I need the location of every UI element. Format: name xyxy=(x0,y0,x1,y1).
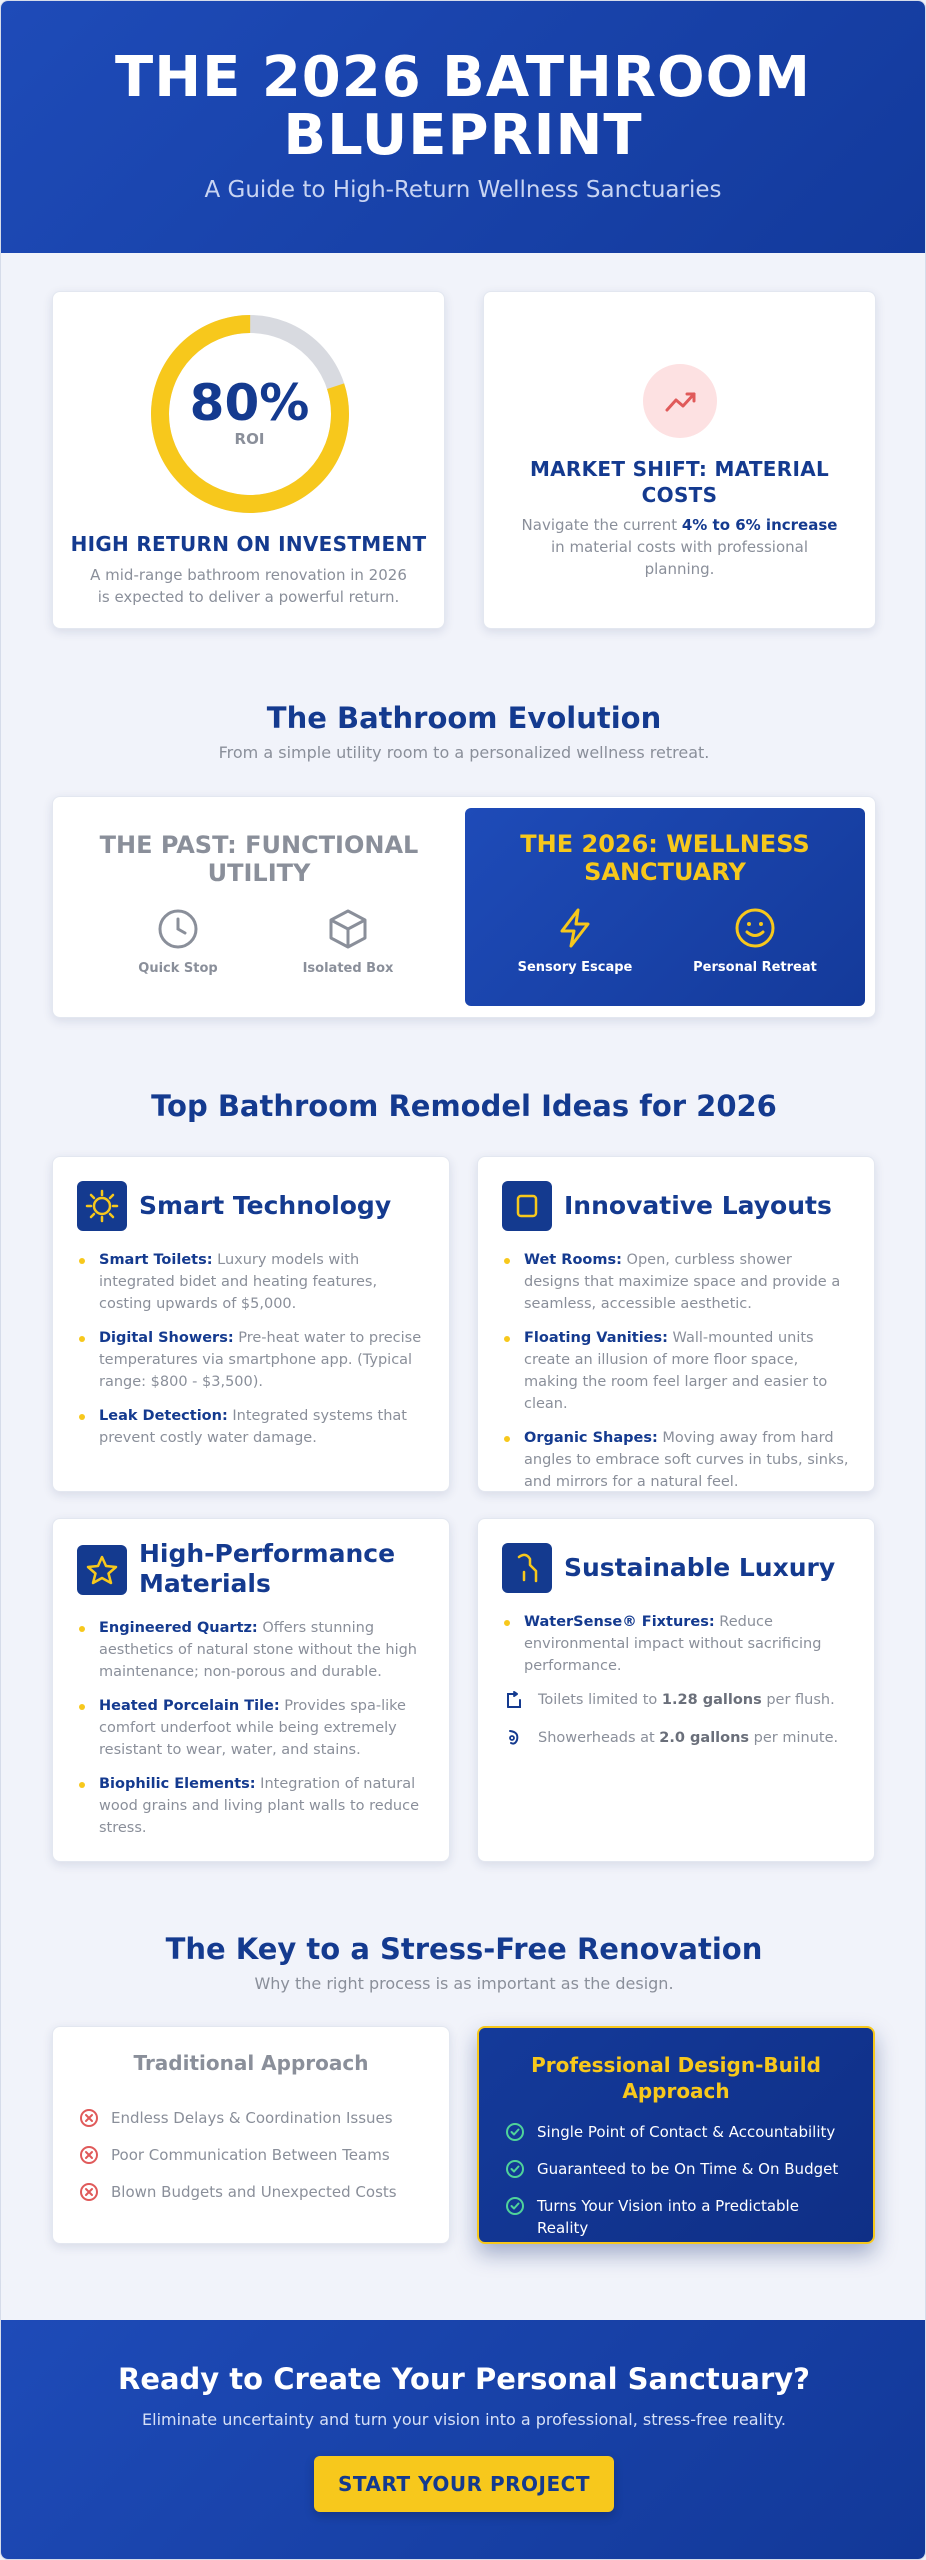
idea-card-smart-technology xyxy=(52,1156,450,1492)
idea-list xyxy=(77,1249,425,1461)
list-item xyxy=(77,1695,425,1761)
list-item xyxy=(502,1327,850,1415)
item-label: Biophilic Elements: xyxy=(99,1776,256,1792)
past-heading: THE PAST: FUNCTIONAL UTILITY xyxy=(99,831,419,887)
roi-value: 80% xyxy=(189,374,310,432)
box-icon xyxy=(326,907,370,951)
faucet-icon xyxy=(502,1543,552,1593)
list-item xyxy=(77,1327,425,1393)
traditional-item xyxy=(79,2107,429,2129)
idea-card-high-performance-materials xyxy=(52,1518,450,1862)
item-label: Leak Detection: xyxy=(99,1408,228,1424)
check-circle-icon xyxy=(505,2122,525,2142)
item-label: Smart Toilets: xyxy=(99,1252,213,1268)
cta-banner xyxy=(1,2320,926,2560)
idea-card-title: High-Performance Materials xyxy=(139,1539,396,1598)
item-label: Heated Porcelain Tile: xyxy=(99,1698,280,1714)
toilet-flush-icon xyxy=(504,1690,524,1710)
list-item xyxy=(502,1249,850,1315)
past-item-label: Isolated Box xyxy=(302,961,394,976)
hero-banner xyxy=(1,1,925,253)
x-circle-icon xyxy=(79,2182,99,2202)
item-text: Integrated systems that prevent costly water damage. xyxy=(99,1408,407,1446)
sun-chip-icon xyxy=(77,1181,127,1231)
sub-item-value: 2.0 gallons xyxy=(659,1730,750,1746)
x-circle-icon xyxy=(79,2108,99,2128)
idea-list xyxy=(77,1617,425,1851)
professional-item xyxy=(505,2121,853,2143)
star-icon xyxy=(77,1545,127,1595)
item-text: Pre-heat water to precise temperatures via smartphone app. (Typical range: $800 - $3,500). xyxy=(99,1330,422,1390)
future-item-label: Personal Retreat xyxy=(693,960,817,975)
traditional-item-text: Blown Budgets and Unexpected Costs xyxy=(111,2183,397,2201)
title-line-2: BLUEPRINT xyxy=(283,103,643,168)
future-item-label: Sensory Escape xyxy=(517,960,633,975)
item-label: WaterSense® Fixtures: xyxy=(524,1614,715,1630)
item-text: Luxury models with integrated bidet and heating features, costing upwards of $5,000. xyxy=(99,1252,378,1312)
idea-card-title: Innovative Layouts xyxy=(564,1191,832,1220)
professional-item-text: Turns Your Vision into a Predictable Reality xyxy=(537,2197,799,2237)
title-line-1: THE 2026 BATHROOM xyxy=(115,45,811,110)
cta-title: Ready to Create Your Personal Sanctuary? xyxy=(117,2362,811,2396)
list-item xyxy=(77,1773,425,1839)
professional-item xyxy=(505,2158,853,2180)
market-heading: MARKET SHIFT: MATERIAL COSTS xyxy=(529,457,830,507)
item-text: Open, curbless shower designs that maximize space and provide a seamless, accessible aesthetic. xyxy=(524,1252,841,1312)
check-circle-icon xyxy=(505,2196,525,2216)
sub-item-prefix: Toilets limited to xyxy=(538,1692,662,1708)
check-circle-icon xyxy=(505,2159,525,2179)
item-label: Engineered Quartz: xyxy=(99,1620,258,1636)
list-item xyxy=(77,1405,425,1449)
item-label: Floating Vanities: xyxy=(524,1330,668,1346)
market-shift-card xyxy=(483,291,876,629)
sub-item-value: 1.28 gallons xyxy=(661,1692,762,1708)
market-desc-highlight: 4% to 6% increase xyxy=(681,516,838,534)
evolution-subtitle: From a simple utility room to a personalized wellness retreat. xyxy=(218,743,710,762)
sub-item-prefix: Showerheads at xyxy=(538,1730,660,1746)
idea-list xyxy=(502,1611,850,1765)
evolution-past-panel xyxy=(53,797,465,1017)
market-desc-prefix: Navigate the current xyxy=(521,516,682,534)
item-text: Offers stunning aesthetics of natural stone without the high maintenance; non-porous and durable. xyxy=(99,1620,417,1680)
ideas-title: Top Bathroom Remodel Ideas for 2026 xyxy=(151,1089,777,1123)
roi-label: ROI xyxy=(234,430,265,448)
page-title xyxy=(1,45,925,168)
market-desc-suffix: in material costs with professional planning. xyxy=(551,538,808,578)
evolution-future-panel xyxy=(465,808,865,1006)
traditional-item-text: Poor Communication Between Teams xyxy=(111,2146,390,2164)
page-subtitle: A Guide to High-Return Wellness Sanctuaries xyxy=(204,177,722,203)
process-subtitle: Why the right process is as important as the design. xyxy=(254,1974,674,1993)
item-text: Integration of natural wood grains and living plant walls to reduce stress. xyxy=(99,1776,419,1836)
square-icon xyxy=(502,1181,552,1231)
professional-item-text: Single Point of Contact & Accountability xyxy=(537,2123,836,2141)
trending-up-icon xyxy=(643,364,717,438)
lightning-icon xyxy=(553,906,597,950)
past-item-isolated-box xyxy=(268,907,428,976)
clock-icon xyxy=(156,907,200,951)
evolution-title: The Bathroom Evolution xyxy=(266,701,662,735)
traditional-item xyxy=(79,2181,429,2203)
list-item xyxy=(77,1249,425,1315)
past-item-quick-stop xyxy=(98,907,258,976)
roi-heading: HIGH RETURN ON INVESTMENT xyxy=(70,532,427,556)
shower-icon xyxy=(504,1728,524,1748)
sub-item-suffix: per minute. xyxy=(749,1730,839,1746)
idea-list xyxy=(502,1249,850,1505)
traditional-item-text: Endless Delays & Coordination Issues xyxy=(111,2109,393,2127)
traditional-item xyxy=(79,2144,429,2166)
professional-item xyxy=(505,2195,853,2239)
professional-approach-card xyxy=(477,2026,875,2244)
idea-card-innovative-layouts xyxy=(477,1156,875,1492)
traditional-approach-card xyxy=(52,2026,450,2244)
process-title: The Key to a Stress-Free Renovation xyxy=(165,1932,763,1966)
smile-icon xyxy=(733,906,777,950)
professional-item-text: Guaranteed to be On Time & On Budget xyxy=(537,2160,839,2178)
future-heading: THE 2026: WELLNESS SANCTUARY xyxy=(520,830,810,886)
idea-card-title: Sustainable Luxury xyxy=(564,1553,836,1582)
evolution-card xyxy=(52,796,876,1018)
item-text: Reduce environmental impact without sacrificing performance. xyxy=(524,1614,822,1674)
x-circle-icon xyxy=(79,2145,99,2165)
sub-item-suffix: per flush. xyxy=(761,1692,835,1708)
item-text: Provides spa-like comfort underfoot while being extremely resistant to wear, water, and stains. xyxy=(99,1698,406,1758)
sub-item-showerheads xyxy=(502,1727,850,1749)
future-item-personal-retreat xyxy=(675,906,835,975)
list-item xyxy=(502,1611,850,1677)
market-description xyxy=(520,514,839,580)
cta-subtitle: Eliminate uncertainty and turn your vision into a professional, stress-free reality. xyxy=(142,2410,786,2429)
item-label: Wet Rooms: xyxy=(524,1252,622,1268)
start-project-button[interactable]: START YOUR PROJECT xyxy=(314,2456,614,2512)
roi-description: A mid-range bathroom renovation in 2026 is expected to deliver a powerful return. xyxy=(90,566,407,606)
item-text: Moving away from hard angles to embrace soft curves in tubs, sinks, and mirrors for a natural feel. xyxy=(524,1430,849,1490)
past-item-label: Quick Stop xyxy=(138,961,218,976)
item-text: Wall-mounted units create an illusion of more floor space, making the room feel larger and easier to clean. xyxy=(524,1330,828,1412)
idea-card-title: Smart Technology xyxy=(139,1191,392,1220)
traditional-heading: Traditional Approach xyxy=(133,2051,369,2075)
professional-heading: Professional Design-Build Approach xyxy=(531,2053,821,2103)
item-label: Organic Shapes: xyxy=(524,1430,658,1446)
list-item xyxy=(502,1427,850,1493)
idea-card-sustainable-luxury xyxy=(477,1518,875,1862)
roi-card xyxy=(52,291,445,629)
sub-item-toilets xyxy=(502,1689,850,1711)
future-item-sensory-escape xyxy=(495,906,655,975)
item-label: Digital Showers: xyxy=(99,1330,234,1346)
list-item xyxy=(77,1617,425,1683)
